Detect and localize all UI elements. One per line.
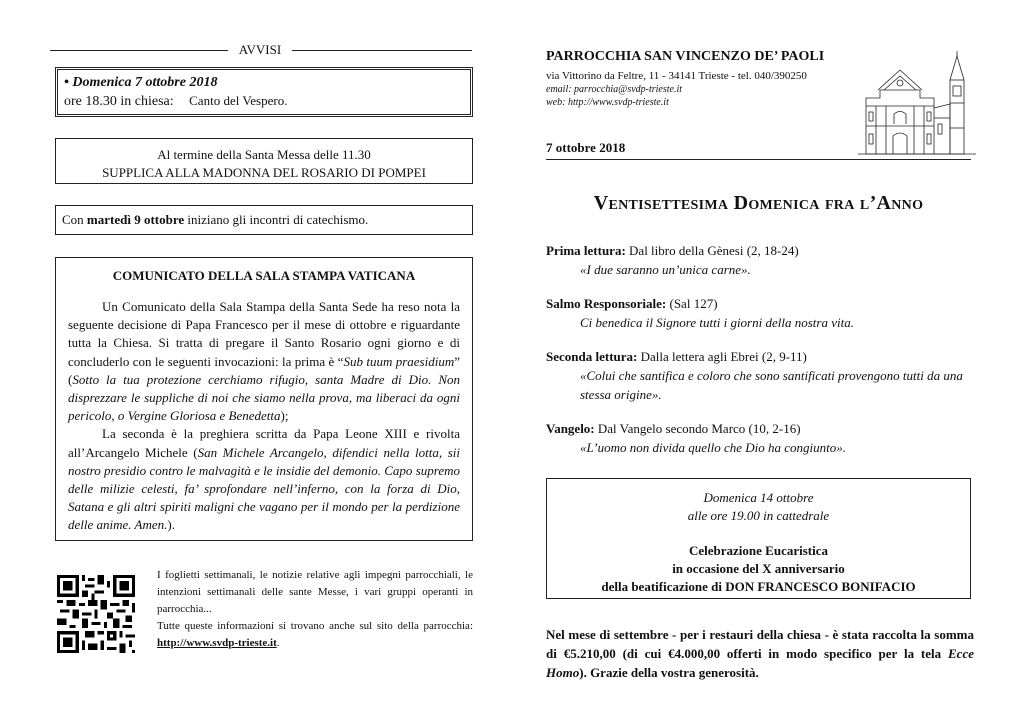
reading-salmo-label: Salmo Responsoriale: — [546, 296, 667, 311]
reading-seconda-label: Seconda lettura: — [546, 349, 638, 364]
reading-prima-source: Dal libro della Gènesi (2, 18-24) — [625, 243, 799, 258]
reading-prima-quote: «I due saranno un’unica carne». — [580, 262, 751, 277]
parish-address: via Vittorino da Feltre, 11 - 34141 Trieste - tel. 040/390250 — [546, 70, 807, 82]
avvisi-heading: AVVISI — [238, 42, 282, 57]
footer-info-text2: Tutte queste informazioni si trovano anche sul sito della parrocchia: — [157, 620, 473, 632]
notice-supplica-line1: Al termine della Santa Messa delle 11.30 — [157, 147, 371, 162]
comunicato-box — [55, 257, 473, 541]
reading-salmo — [546, 294, 974, 332]
comunicato-p1-latin: Sub tuum praesidium — [343, 353, 455, 369]
event-date: Domenica 14 ottobre — [703, 490, 814, 505]
comunicato-p1-end: ); — [280, 408, 289, 424]
avvisi-rule-right — [292, 50, 472, 51]
parish-name: PARROCCHIA SAN VINCENZO DE’ PAOLI — [546, 49, 825, 64]
comunicato-p1-prayer: Sotto la tua protezione cerchiamo rifugio, santa Madre di Dio. Non disprezzare le suppliche di noi che siamo nella prova, ma liberaci da ogni pericolo, o Vergine Gloriosa e Benedetta — [68, 371, 460, 424]
comunicato-paragraph-1 — [68, 298, 460, 425]
parish-web: web: http://www.svdp-trieste.it — [546, 97, 669, 108]
donation-painting: Ecce Homo — [546, 646, 974, 680]
donation-text: Nel mese di settembre - per i restauri della chiesa - è stata raccolta la somma di €5.210,00 (di cui €4.000,00 offerti in modo specifico per la tela — [546, 627, 974, 661]
event-occasion: in occasione del X anniversario — [672, 561, 845, 576]
reading-vangelo-quote: «L’uomo non divida quello che Dio ha congiunto». — [580, 440, 846, 455]
comunicato-p2-end: ). — [167, 517, 175, 533]
donation-note — [546, 625, 974, 682]
reading-seconda — [546, 347, 974, 404]
reading-prima-label: Prima lettura: — [546, 243, 626, 258]
notice-vespers-time: ore 18.30 in chiesa: — [64, 94, 174, 109]
donation-thanks: ). Grazie della vostra generosità. — [579, 665, 759, 680]
bulletin-date: 7 ottobre 2018 — [546, 140, 626, 155]
reading-prima — [546, 241, 974, 279]
notice-supplica — [55, 138, 473, 184]
comunicato-title: COMUNICATO DELLA SALA STAMPA VATICANA — [112, 268, 416, 283]
event-time: alle ore 19.00 in cattedrale — [687, 508, 830, 523]
event-title: Celebrazione Eucaristica — [689, 543, 828, 558]
reading-vangelo-label: Vangelo: — [546, 421, 595, 436]
reading-vangelo — [546, 419, 974, 457]
church-illustration-icon — [858, 48, 978, 158]
footer-info-text1: I foglietti settimanali, le notizie relative agli impegni parrocchiali, le intenzioni settimanali delle sante Messe, i vari gruppi operanti in parrocchia... — [157, 569, 473, 615]
notice-vespers-event: Canto del Vespero. — [189, 93, 288, 108]
footer-info-period: . — [276, 637, 280, 649]
comunicato-paragraph-2 — [68, 425, 460, 534]
comunicato-p2-prayer: San Michele Arcangelo, difendici nella lotta, sii nostro presidio contro le malvagità e le insidie del demonio. Capo supremo delle milizie celesti, fa’ sprofondare nell’inferno, con la forza di Dio, Satana e gli altri spiriti maligni che vagano per il mondo per la perdizione delle anime. Amen. — [68, 444, 460, 533]
notice-catechismo — [55, 205, 473, 235]
reading-salmo-quote: Ci benedica il Signore tutti i giorni della nostra vita. — [580, 315, 854, 330]
reading-seconda-quote: «Colui che santifica e coloro che sono santificati provengono tutti da una stessa origine». — [580, 368, 963, 402]
parish-email: email: parrocchia@svdp-trieste.it — [546, 84, 683, 95]
reading-seconda-source: Dalla lettera agli Ebrei (2, 9-11) — [637, 349, 807, 364]
notice-vespers — [55, 67, 473, 117]
sunday-title: Ventisettesima Domenica fra l’Anno — [593, 192, 924, 214]
reading-salmo-source: (Sal 127) — [666, 296, 718, 311]
event-beatification: della beatificazione di DON FRANCESCO BONIFACIO — [601, 579, 916, 594]
parish-website-link[interactable]: http://www.svdp-trieste.it — [157, 637, 277, 649]
comunicato-p2-text: La seconda è la preghiera scritta da Papa Leone XIII e rivolta all’Arcangelo Michele ( — [68, 426, 460, 460]
qr-code-icon — [57, 575, 135, 653]
header-rule — [546, 159, 971, 160]
avvisi-rule-left — [50, 50, 228, 51]
event-box — [546, 478, 971, 599]
footer-info — [157, 567, 473, 652]
notice-supplica-line2: SUPPLICA ALLA MADONNA DEL ROSARIO DI POMPEI — [102, 165, 426, 180]
notice-catechismo-date: martedì 9 ottobre — [86, 212, 185, 227]
reading-vangelo-source: Dal Vangelo secondo Marco (10, 2-16) — [594, 421, 801, 436]
notice-catechismo-prefix: Con — [62, 212, 87, 227]
comunicato-p1-text: Un Comunicato della Sala Stampa della Santa Sede ha reso nota la seguente decisione di Papa Francesco per il mese di ottobre e riguardante tutta la Chiesa. Si tratta di pregare il Santo Rosario ogni giorno e di concluderlo con le seguenti invocazioni: la prima è “ — [68, 299, 460, 369]
comunicato-p1-sep: ” ( — [68, 353, 461, 387]
notice-vespers-date: • Domenica 7 ottobre 2018 — [64, 75, 218, 90]
notice-catechismo-suffix: iniziano gli incontri di catechismo. — [184, 212, 369, 227]
